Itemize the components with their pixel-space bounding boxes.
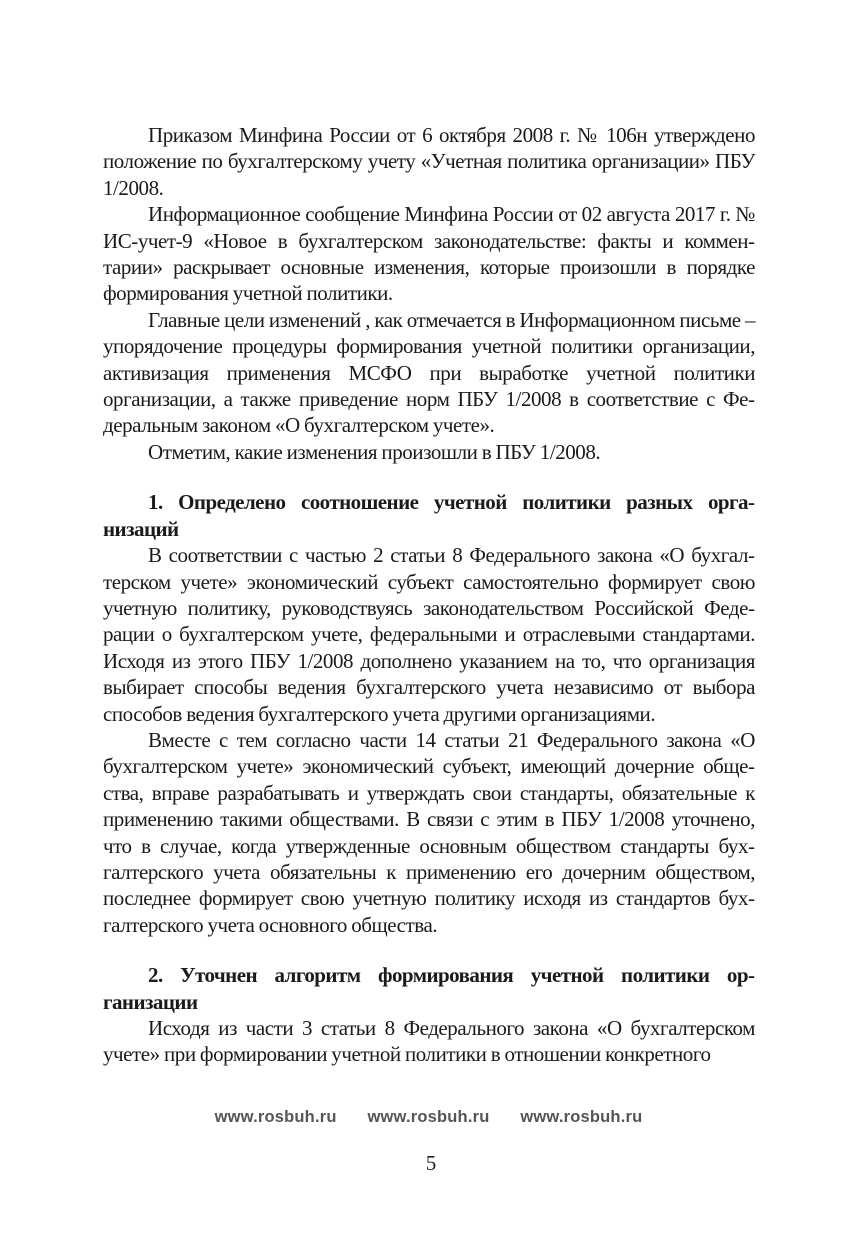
page-body xyxy=(103,122,755,1068)
footer-links xyxy=(0,1108,857,1127)
footer-link[interactable]: www.rosbuh.ru xyxy=(214,1108,337,1126)
paragraph: Исходя из части 3 статьи 8 Федерального закона «О бухгалтерском учете» при формировании учетной политики в отношении конкретного xyxy=(103,1016,755,1067)
section-spacer xyxy=(103,465,755,489)
footer-link[interactable]: www.rosbuh.ru xyxy=(520,1108,643,1126)
paragraph: Отметим, какие изменения произошли в ПБУ 1/2008. xyxy=(148,439,601,464)
section-heading: 1. Определено соотношение учетной политики разных организаций xyxy=(103,490,755,541)
paragraph: Главные цели изменений , как отмечается в Информационном письме – упорядочение процедуры формирования учетной политики организации, активизация применения МСФО при выработке учетной политики организации, а также приведение норм ПБУ 1/2008 в соответствие с Федеральным законом «О бухгалтерском учете». xyxy=(103,307,756,438)
paragraph: Информационное сообщение Минфина России от 02 августа 2017 г. № ИС-учет-9 «Новое в бухгалтерском законодательстве: факты и комментарии» раскрывает основные изменения, которые произошли в порядке формирования учетной политики. xyxy=(103,202,755,306)
section-heading: 2. Уточнен алгоритм формирования учетной политики организации xyxy=(103,963,755,1014)
footer-link[interactable]: www.rosbuh.ru xyxy=(367,1108,490,1126)
paragraph: Приказом Минфина России от 6 октября 2008 г. № 106н утверждено положение по бухгалтерскому учету «Учетная политика организации» ПБУ 1/2008. xyxy=(103,123,755,200)
page-number: 5 xyxy=(425,1151,437,1175)
paragraph: В соответствии с частью 2 статьи 8 Федерального закона «О бухгалтерском учете» экономический субъект самостоятельно формирует свою учетную политику, руководствуясь законодательством Российской Федерации о бухгалтерском учете, федеральными и отраслевыми стандартами. Исходя из этого ПБУ 1/2008 дополнено указанием на то, что организация выбирает способы ведения бухгалтерского учета независимо от выбора способов ведения бухгалтерского учета другими организациями. xyxy=(103,543,755,726)
section-spacer xyxy=(103,938,755,962)
paragraph: Вместе с тем согласно части 14 статьи 21 Федерального закона «О бухгалтерском учете» экономический субъект, имеющий дочерние общества, вправе разрабатывать и утверждать свои стандарты, обязательные к применению такими обществами. В связи с этим в ПБУ 1/2008 уточнено, что в случае, когда утвержденные основным обществом стандарты бухгалтерского учета обязательны к применению его дочерним обществом, последнее формирует свою учетную политику исходя из стандартов бухгалтерского учета основного общества. xyxy=(103,727,755,937)
